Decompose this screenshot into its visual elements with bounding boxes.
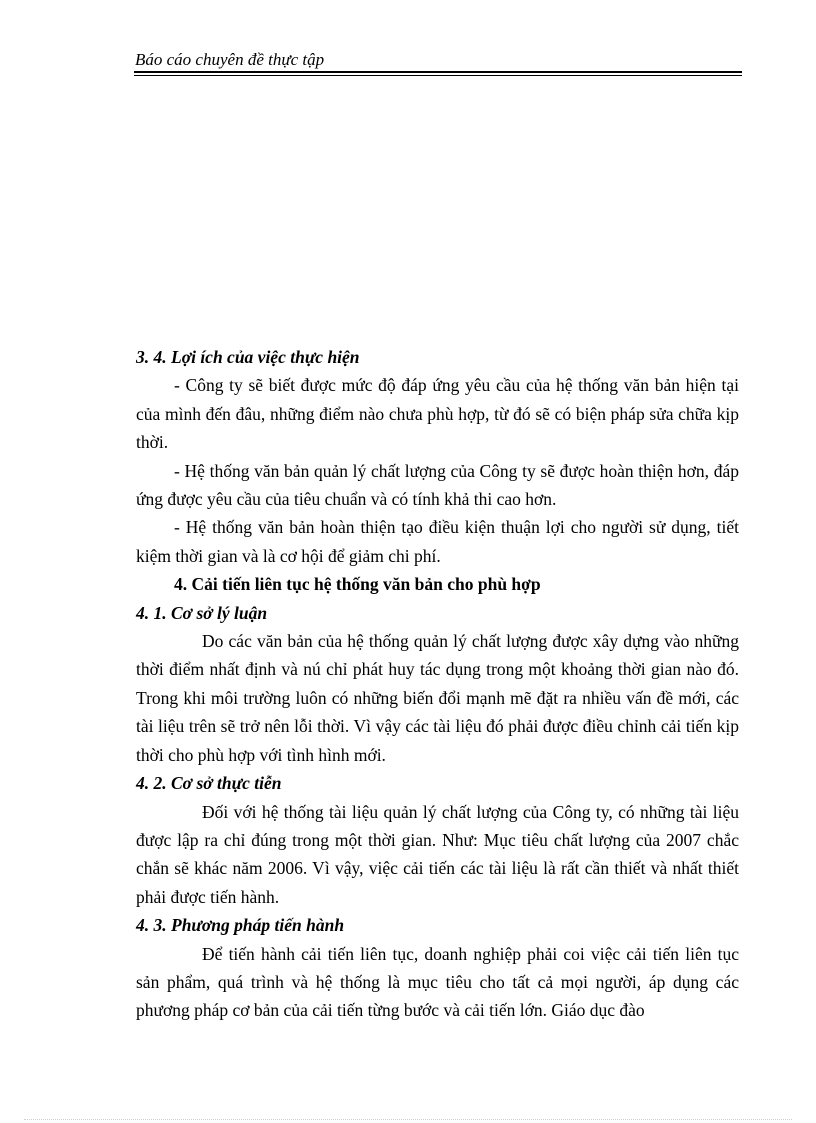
section-4-1-heading: 4. 1. Cơ sở lý luận [136, 602, 268, 623]
page-header [134, 50, 742, 76]
section-3-4-bullet-1: - Công ty sẽ biết được mức độ đáp ứng yêu cầu của hệ thống văn bản hiện tại của mình đến đâu, những điểm nào chưa phù hợp, từ đó sẽ có biện pháp sửa chữa kịp thời. [136, 375, 739, 453]
header-title: Báo cáo chuyên đề thực tập [135, 50, 325, 69]
section-4-1-paragraph: Do các văn bản của hệ thống quản lý chất lượng được xây dựng vào những thời điểm nhất định và nú chỉ phát huy tác dụng trong một khoảng thời gian nào đó. Trong khi môi trường luôn có những biến đổi mạnh mẽ đặt ra nhiều vấn đề mới, các tài liệu trên sẽ trở nên lỗi thời. Vì vậy các tài liệu đó phải được điều chỉnh cải tiến kịp thời cho phù hợp với tình hình mới. [136, 631, 739, 765]
section-3-4-bullet-2: - Hệ thống văn bản quản lý chất lượng của Công ty sẽ được hoàn thiện hơn, đáp ứng được yêu cầu của tiêu chuẩn và có tính khả thi cao hơn. [136, 460, 739, 510]
document-body [136, 343, 739, 1025]
section-4-heading: 4. Cải tiến liên tục hệ thống văn bản cho phù hợp [174, 574, 541, 595]
section-4-2-paragraph: Đối với hệ thống tài liệu quản lý chất lượng của Công ty, có những tài liệu được lập ra chỉ đúng trong một thời gian. Như: Mục tiêu chất lượng của 2007 chắc chắn sẽ khác năm 2006. Vì vậy, việc cải tiến các tài liệu là rất cần thiết và nhất thiết phải được tiến hành. [136, 801, 739, 907]
section-3-4-heading: 3. 4. Lợi ích của việc thực hiện [136, 347, 360, 367]
header-rule [134, 71, 742, 76]
section-4-3-paragraph: Để tiến hành cải tiến liên tục, doanh nghiệp phải coi việc cải tiến liên tục sản phẩm, quá trình và hệ thống là mục tiêu cho tất cả mọi người, áp dụng các phương pháp cơ bản của cải tiến từng bước và cải tiến lớn. Giáo dục đào [136, 943, 739, 1021]
section-4-3-heading: 4. 3. Phương pháp tiến hành [136, 915, 345, 936]
section-3-4-bullet-3: - Hệ thống văn bản hoàn thiện tạo điều kiện thuận lợi cho người sử dụng, tiết kiệm thời gian và là cơ hội để giảm chi phí. [136, 517, 739, 566]
page-bottom-divider [24, 1119, 792, 1120]
section-4-2-heading: 4. 2. Cơ sở thực tiễn [136, 773, 282, 794]
